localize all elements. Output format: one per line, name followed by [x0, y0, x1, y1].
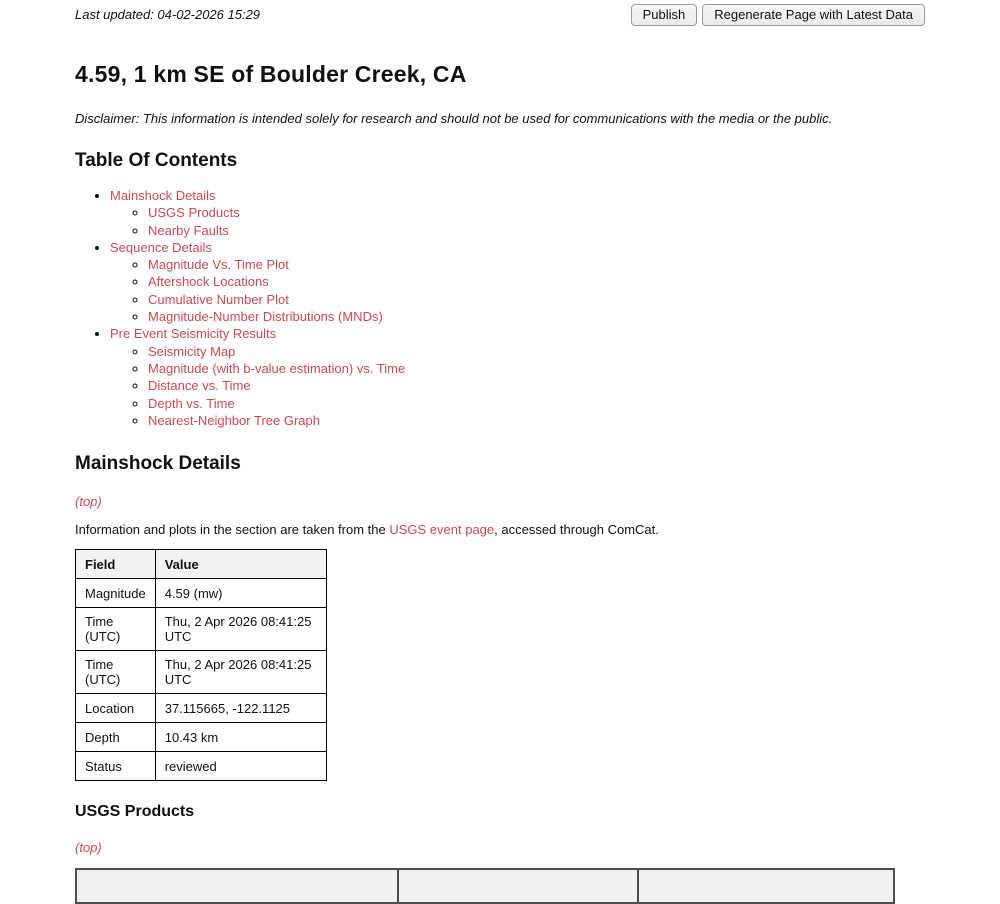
value-cell-status: reviewed	[155, 752, 326, 781]
toc-item-cumulative-number-plot	[148, 291, 925, 308]
mainshock-details-table	[75, 549, 327, 781]
mainshock-top-link-wrap	[75, 494, 925, 509]
toc-link-seismicity-map[interactable]: Seismicity Map	[148, 343, 236, 359]
value-column-header: Value	[155, 550, 326, 579]
top-link[interactable]: (top)	[75, 840, 102, 856]
toc-list	[75, 187, 925, 429]
toc-item-nearest-neighbor-tree	[148, 412, 925, 429]
mainshock-details-heading: Mainshock Details	[75, 453, 241, 475]
usgs-products-table	[75, 868, 895, 904]
value-cell-time-utc-1: Thu, 2 Apr 2026 08:41:25 UTC	[155, 608, 326, 651]
toc-link-mnds[interactable]: Magnitude-Number Distributions (MNDs)	[148, 309, 383, 325]
toc-link-sequence-details[interactable]: Sequence Details	[110, 239, 212, 255]
field-cell-depth: Depth	[76, 723, 156, 752]
toc-item-pre-event-seismicity	[110, 325, 925, 429]
toc-item-seismicity-map	[148, 343, 925, 360]
table-row	[76, 579, 327, 608]
table-row	[76, 608, 327, 651]
toc-item-mnds	[148, 308, 925, 325]
page-title: 4.59, 1 km SE of Boulder Creek, CA	[75, 61, 467, 87]
table-row	[76, 694, 327, 723]
toc-item-aftershock-locations	[148, 273, 925, 290]
value-cell-depth: 10.43 km	[155, 723, 326, 752]
toc-link-aftershock-locations[interactable]: Aftershock Locations	[148, 274, 269, 290]
products-column-header-1	[76, 869, 398, 903]
publish-button[interactable]: Publish	[631, 4, 698, 26]
regenerate-button[interactable]: Regenerate Page with Latest Data	[702, 4, 925, 26]
toc-item-depth-vs-time	[148, 395, 925, 412]
products-table-header-row	[76, 869, 894, 903]
table-row	[76, 723, 327, 752]
table-row	[76, 651, 327, 694]
mainshock-intro	[75, 522, 925, 537]
table-header-row	[76, 550, 327, 579]
toc-item-distance-vs-time	[148, 377, 925, 394]
toc-item-mainshock-details	[110, 187, 925, 239]
value-cell-time-utc-2: Thu, 2 Apr 2026 08:41:25 UTC	[155, 651, 326, 694]
top-link[interactable]: (top)	[75, 494, 102, 510]
intro-text-after: , accessed through ComCat.	[494, 522, 659, 538]
field-cell-location: Location	[76, 694, 156, 723]
toc-link-nearby-faults[interactable]: Nearby Faults	[148, 222, 229, 238]
toc-link-depth-vs-time[interactable]: Depth vs. Time	[148, 395, 235, 411]
field-cell-magnitude: Magnitude	[76, 579, 156, 608]
toc-link-mainshock-details[interactable]: Mainshock Details	[110, 188, 216, 203]
usgs-products-heading: USGS Products	[75, 803, 195, 821]
toc-item-usgs-products	[148, 204, 925, 221]
products-column-header-3	[638, 869, 894, 903]
toc-link-magnitude-bvalue-time[interactable]: Magnitude (with b-value estimation) vs. Time	[148, 360, 406, 376]
products-column-header-2	[398, 869, 637, 903]
field-cell-time-utc-1: Time (UTC)	[76, 608, 156, 651]
toc-heading: Table Of Contents	[75, 150, 238, 171]
usgs-event-page-link[interactable]: USGS event page	[389, 522, 495, 538]
toc-link-cumulative-number-plot[interactable]: Cumulative Number Plot	[148, 291, 289, 307]
toc-link-usgs-products[interactable]: USGS Products	[148, 205, 240, 221]
usgs-products-top-link-wrap	[75, 840, 925, 855]
top-button-group	[631, 4, 925, 26]
intro-text-before: Information and plots in the section are taken from the	[75, 522, 390, 538]
toc-item-magnitude-bvalue-time	[148, 360, 925, 377]
toc-item-nearby-faults	[148, 222, 925, 239]
toc-item-magnitude-vs-time	[148, 256, 925, 273]
top-bar	[75, 0, 925, 26]
field-cell-status: Status	[76, 752, 156, 781]
field-column-header: Field	[76, 550, 156, 579]
field-cell-time-utc-2: Time (UTC)	[76, 651, 156, 694]
toc-link-magnitude-vs-time[interactable]: Magnitude Vs. Time Plot	[148, 257, 289, 273]
toc-link-nearest-neighbor-tree[interactable]: Nearest-Neighbor Tree Graph	[148, 412, 320, 428]
table-row	[76, 752, 327, 781]
toc-item-sequence-details	[110, 239, 925, 325]
value-cell-location: 37.115665, -122.1125	[155, 694, 326, 723]
disclaimer-text: Disclaimer: This information is intended solely for research and should not be used for communications with the media or the public.	[75, 111, 833, 126]
toc-link-pre-event-seismicity[interactable]: Pre Event Seismicity Results	[110, 326, 277, 342]
toc-link-distance-vs-time[interactable]: Distance vs. Time	[148, 378, 251, 394]
last-updated-text: Last updated: 04-02-2026 15:29	[75, 7, 261, 22]
value-cell-magnitude: 4.59 (mw)	[155, 579, 326, 608]
